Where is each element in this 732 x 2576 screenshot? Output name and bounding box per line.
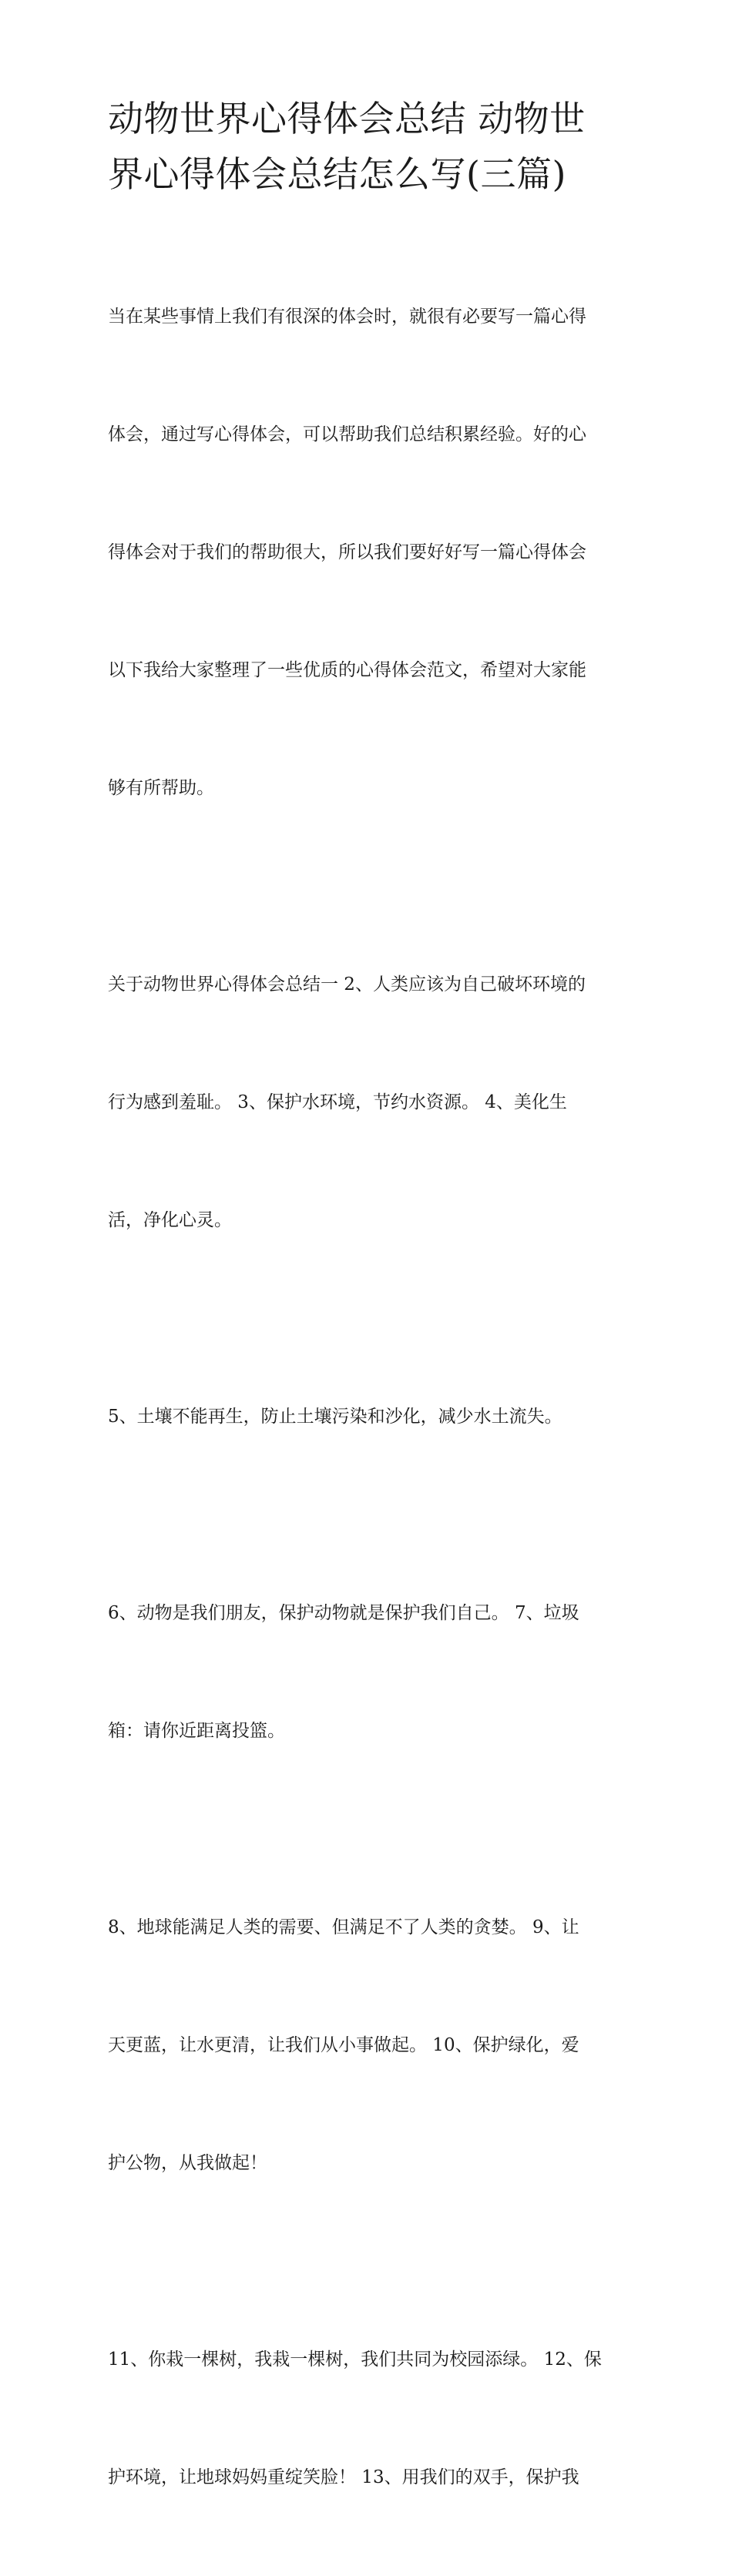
paragraph-line: 8、地球能满足人类的需要、但满足不了人类的贪婪。 9、让 [108, 1917, 579, 1937]
document-page [108, 91, 626, 2576]
paragraph-line: 关于动物世界心得体会总结一 2、人类应该为自己破坏环境的 [108, 974, 586, 995]
slogan-paragraph [108, 1319, 626, 1515]
paragraph-line: 得体会对于我们的帮助很大，所以我们要好好写一篇心得体会 [108, 542, 586, 562]
paragraph-line: 箱：请你近距离投篮。 [108, 1721, 285, 1741]
paragraph-line: 11、你栽一棵树，我栽一棵树，我们共同为校园添绿。 12、保 [108, 2350, 602, 2370]
paragraph-line: 天更蓝，让水更清，让我们从小事做起。 10、保护绿化，爱 [108, 2035, 579, 2055]
paragraph-line: 以下我给大家整理了一些优质的心得体会范文，希望对大家能 [108, 660, 586, 680]
paragraph-line: 行为感到羞耻。 3、保护水环境，节约水资源。 4、美化生 [108, 1092, 567, 1112]
paragraph-line: 5、土壤不能再生，防止土壤污染和沙化，减少水土流失。 [108, 1407, 562, 1427]
slogan-paragraph [108, 1830, 626, 2262]
paragraph-line: 6、动物是我们朋友，保护动物就是保护我们自己。 7、垃圾 [108, 1603, 579, 1623]
paragraph-line: 当在某些事情上我们有很深的体会时，就很有必要写一篇心得 [108, 307, 586, 327]
paragraph-line: 体会，通过写心得体会，可以帮助我们总结积累经验。好的心 [108, 424, 586, 444]
intro-paragraph [108, 219, 626, 887]
paragraph-line: 护公物，从我做起！ [108, 2153, 267, 2173]
slogan-paragraph [108, 2262, 626, 2576]
section-one-paragraph [108, 887, 626, 1319]
slogan-paragraph [108, 1515, 626, 1830]
title-line: 动物世界心得体会总结 动物世 [108, 98, 586, 139]
paragraph-line: 活，净化心灵。 [108, 1210, 232, 1230]
paragraph-line: 护环境，让地球妈妈重绽笑脸！ 13、用我们的双手，保护我 [108, 2467, 579, 2487]
title-line: 界心得体会总结怎么写(三篇) [108, 153, 566, 195]
paragraph-line: 够有所帮助。 [108, 778, 214, 798]
document-title [108, 91, 626, 202]
